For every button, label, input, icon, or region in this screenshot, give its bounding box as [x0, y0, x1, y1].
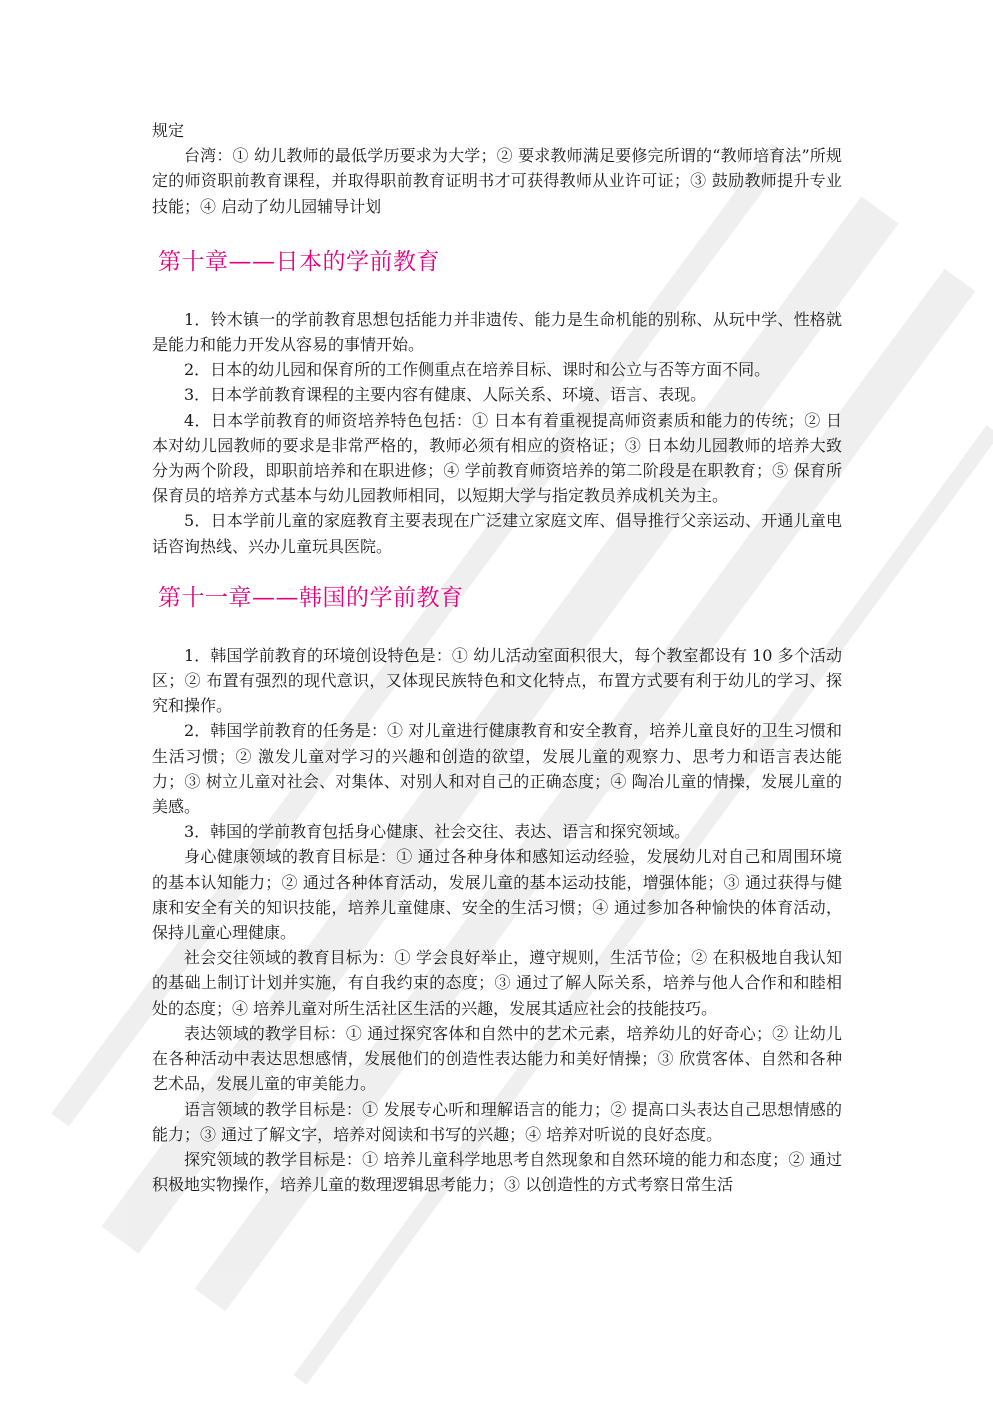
chapter-11-heading: 第十一章——韩国的学前教育 — [158, 584, 464, 611]
chapter-10-heading: 第十章——日本的学前教育 — [158, 248, 440, 275]
paragraph: 探究领域的教学目标是：① 培养儿童科学地思考自然现象和自然环境的能力和态度；② 通过积极地实物操作，培养儿童的数理逻辑思考能力；③ 以创造性的方式考察日常生活 — [152, 1149, 842, 1195]
paragraph: 规定 — [152, 121, 185, 140]
paragraph: 3．韩国的学前教育包括身心健康、社会交往、表达、语言和探究领域。 — [184, 822, 691, 842]
paragraph: 5．日本学前儿童的家庭教育主要表现在广泛建立家庭文库、倡导推行父亲运动、开通儿童电话咨询热线、兴办儿童玩具医院。 — [152, 511, 842, 556]
paragraph: 2．日本的幼儿园和保育所的工作侧重点在培养目标、课时和公立与否等方面不同。 — [184, 360, 771, 380]
paragraph: 1．韩国学前教育的环境创设特色是：① 幼儿活动室面积很大，每个教室都设有 10 多个活动区；② 布置有强烈的现代意识，又体现民族特色和文化特点，布置方式要有利于幼儿的学习、探究和操作。 — [152, 645, 842, 716]
paragraph: 2．韩国学前教育的任务是：① 对儿童进行健康教育和安全教育，培养儿童良好的卫生习惯和生活习惯；② 激发儿童对学习的兴趣和创造的欲望，发展儿童的观察力、思考力和语言表达能力；③ 树立儿童对社会、对集体、对别人和对自己的正确态度；④ 陶冶儿童的情操，发展儿童的美感。 — [152, 721, 842, 817]
page-body — [152, 118, 842, 1197]
paragraph: 社会交往领域的教育目标为：① 学会良好举止，遵守规则，生活节俭；② 在积极地自我认知的基础上制订计划并实施，有自我约束的态度；③ 通过了解人际关系，培养与他人合作和和睦相处的态度；④ 培养儿童对所生活社区生活的兴趣，发展其适应社会的技能技巧。 — [152, 948, 842, 1018]
paragraph: 身心健康领域的教育目标是：① 通过各种身体和感知运动经验，发展幼儿对自己和周围环境的基本认知能力；② 通过各种体育活动，发展儿童的基本运动技能，增强体能；③ 通过获得与健康和安全有关的知识技能，培养儿童健康、安全的生活习惯；④ 通过参加各种愉快的体育活动，保持儿童心理健康。 — [152, 847, 842, 943]
paragraph: 表达领域的教学目标：① 通过探究客体和自然中的艺术元素，培养幼儿的好奇心；② 让幼儿在各种活动中表达思想感情，发展他们的创造性表达能力和美好情操；③ 欣赏客体、自然和各种艺术品，发展儿童的审美能力。 — [152, 1023, 842, 1094]
paragraph: 1．铃木镇一的学前教育思想包括能力并非遗传、能力是生命机能的别称、从玩中学、性格就是能力和能力开发从容易的事情开始。 — [152, 309, 842, 355]
paragraph: 3．日本学前教育课程的主要内容有健康、人际关系、环境、语言、表现。 — [184, 385, 707, 405]
paragraph: 语言领域的教学目标是：① 发展专心听和理解语言的能力；② 提高口头表达自己思想情感的能力；③ 通过了解文字，培养对阅读和书写的兴趣；④ 培养对听说的良好态度。 — [152, 1099, 842, 1144]
paragraph: 4．日本学前教育的师资培养特色包括：① 日本有着重视提高师资素质和能力的传统；② 日本对幼儿园教师的要求是非常严格的，教师必须有相应的资格证；③ 日本幼儿园教师的培养大致分为两个阶段，即职前培养和在职进修；④ 学前教育师资培养的第二阶段是在职教育；⑤ 保育所保育员的培养方式基本与幼儿园教师相同，以短期大学与指定教员养成机关为主。 — [152, 410, 842, 506]
paragraph: 台湾：① 幼儿教师的最低学历要求为大学；② 要求教师满足要修完所谓的“教师培育法”所规定的师资职前教育课程，并取得职前教育证明书才可获得教师从业许可证；③ 鼓励教师提升专业技能；④ 启动了幼儿园辅导计划 — [152, 146, 842, 216]
